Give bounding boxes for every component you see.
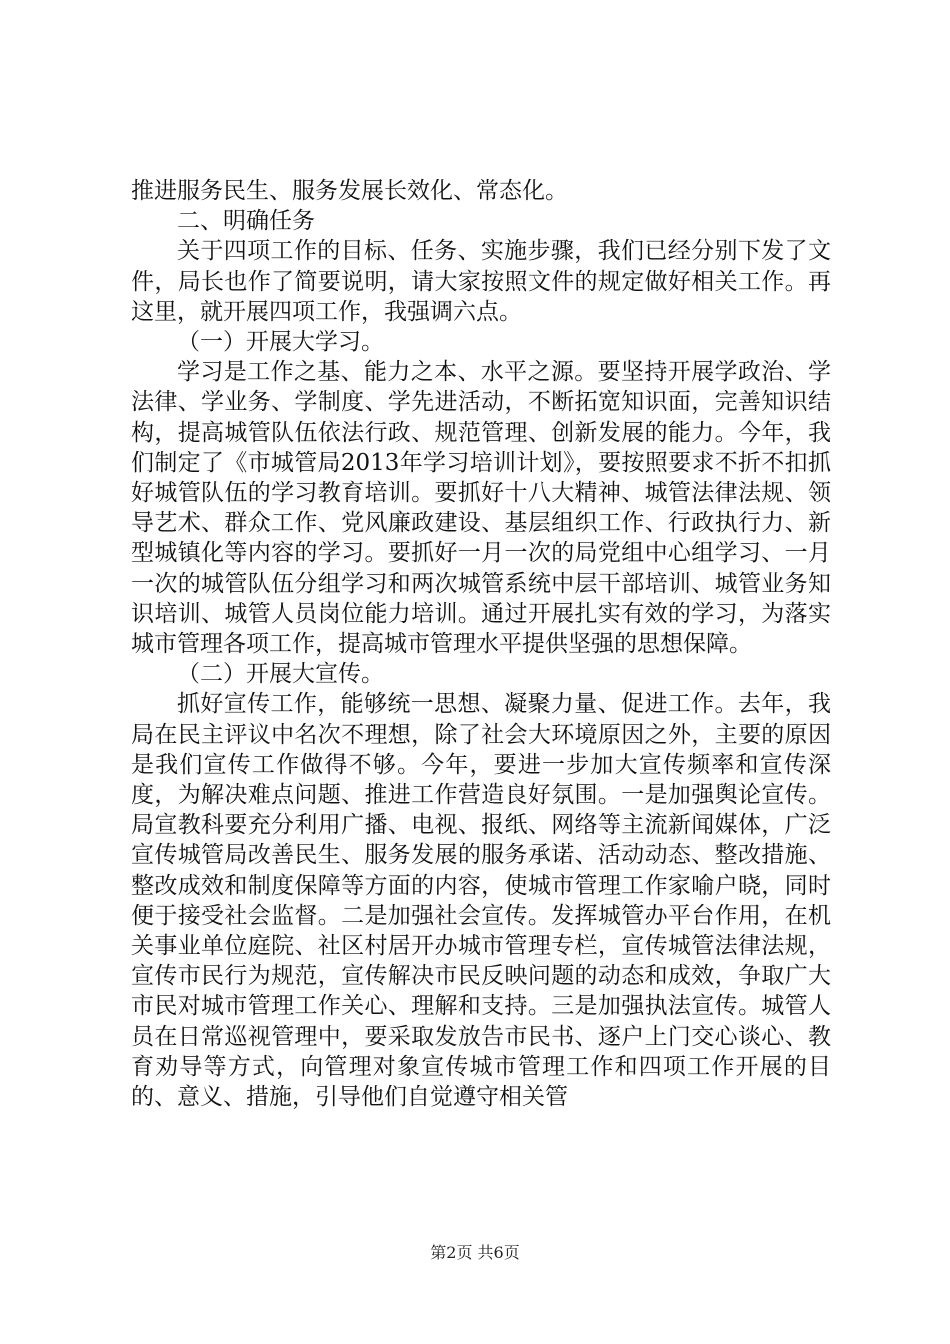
document-body xyxy=(131,176,831,1112)
section-heading-tasks: 二、明确任务 xyxy=(177,208,315,235)
subheading-publicity: （二）开展大宣传。 xyxy=(177,661,384,688)
paragraph-intro: 关于四项工作的目标、任务、实施步骤，我们已经分别下发了文件，局长也作了简要说明，请大家按照文件的规定做好相关工作。再这里，就开展四项工作，我强调六点。 xyxy=(131,238,831,325)
paragraph-study: 学习是工作之基、能力之本、水平之源。要坚持开展学政治、学法律、学业务、学制度、学先进活动，不断拓宽知识面，完善知识结构，提高城管队伍依法行政、规范管理、创新发展的能力。今年，我们制定了《市城管局2013年学习培训计划》，要按照要求不折不扣抓好城管队伍的学习教育培训。要抓好十八大精神、城管法律法规、领导艺术、群众工作、党风廉政建设、基层组织工作、行政执行力、新型城镇化等内容的学习。要抓好一月一次的局党组中心组学习、一月一次的城管队伍分组学习和两次城管系统中层干部培训、城管业务知识培训、城管人员岗位能力培训。通过开展扎实有效的学习，为落实城市管理各项工作，提高城市管理水平提供坚强的思想保障。 xyxy=(131,359,831,658)
paragraph-publicity: 抓好宣传工作，能够统一思想、凝聚力量、促进工作。去年，我局在民主评议中名次不理想，除了社会大环境原因之外，主要的原因是我们宣传工作做得不够。今年，要进一步加大宣传频率和宣传深度，为解决难点问题、推进工作营造良好氛围。一是加强舆论宣传。局宣教科要充分利用广播、电视、报纸、网络等主流新闻媒体，广泛宣传城管局改善民生、服务发展的服务承诺、活动动态、整改措施、整改成效和制度保障等方面的内容，使城市管理工作家喻户晓，同时便于接受社会监督。二是加强社会宣传。发挥城管办平台作用，在机关事业单位庭院、社区村居开办城市管理专栏，宣传城管法律法规，宣传市民行为规范，宣传解决市民反映问题的动态和成效，争取广大市民对城市管理工作关心、理解和支持。三是加强执法宣传。城管人员在日常巡视管理中，要采取发放告市民书、逐户上门交心谈心、教育劝导等方式，向管理对象宣传城市管理工作和四项工作开展的目的、意义、措施，引导他们自觉遵守相关管 xyxy=(131,691,831,1111)
paragraph-continuation: 推进服务民生、服务发展长效化、常态化。 xyxy=(131,178,568,204)
subheading-study: （一）开展大学习。 xyxy=(177,329,384,356)
page-number-footer: 第2页 共6页 xyxy=(430,1243,520,1262)
